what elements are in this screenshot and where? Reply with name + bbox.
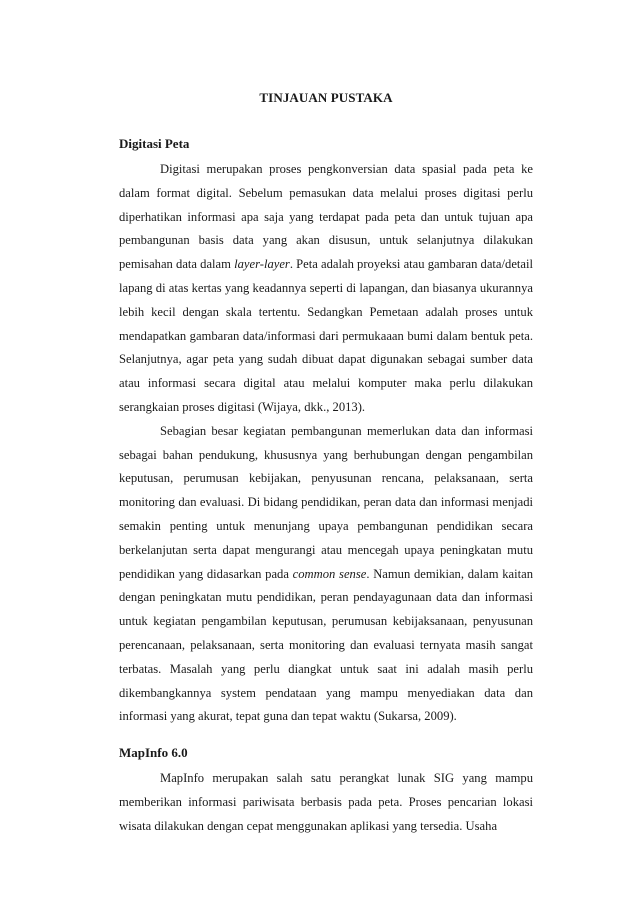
section-spacer [119, 729, 533, 743]
italic-text-run: layer-layer [234, 257, 290, 272]
text-run: Sebagian besar kegiatan pembangunan memerlukan data dan informasi sebagai bahan pendukung, khususnya yang berhubungan dengan pengambilan keputusan, perumusan kebijakan, penyusunan rencana, pelaksanaan, serta monitoring dan evaluasi. Di bidang pendidikan, peran data dan informasi menjadi semakin penting untuk menunjang upaya pembangunan pendidikan secara berkelanjutan serta dapat mengurangi atau mencegah upaya peningkatan mutu pendidikan yang didasarkan pada [119, 423, 533, 581]
text-run: . Namun demikian, dalam kaitan dengan peningkatan mutu pendidikan, peran pendayagunaan data dan informasi untuk kegiatan pengambilan keputusan, perumusan kebijaksanaan, penyusunan perencanaan, pelaksanaan, serta monitoring dan evaluasi ternyata masih sangat terbatas. Masalah yang perlu diangkat untuk saat ini adalah masih perlu dikembangkannya system pendataan yang mampu menyediakan data dan informasi yang akurat, tepat guna dan tepat waktu (Sukarsa, 2009). [119, 566, 533, 724]
section-digitasi-peta [119, 134, 533, 729]
paragraph [119, 420, 533, 729]
document-page [119, 88, 533, 839]
text-run: MapInfo merupakan salah satu perangkat lunak SIG yang mampu memberikan informasi pariwisata berbasis pada peta. Proses pencarian lokasi wisata dilakukan dengan cepat menggunakan aplikasi yang tersedia. Usaha [119, 771, 533, 833]
document-title: TINJAUAN PUSTAKA [259, 90, 393, 105]
paragraph [119, 767, 533, 838]
text-run: Digitasi merupakan proses pengkonversian data spasial pada peta ke dalam format digital. Sebelum pemasukan data melalui proses digitasi perlu diperhatikan informasi apa saja yang terdapat pada peta dan untuk tujuan apa pembangunan basis data yang akan disusun, untuk selanjutnya dilakukan pemisahan data dalam [119, 162, 533, 272]
italic-text-run: common sense [292, 566, 367, 581]
paragraph [119, 158, 533, 420]
text-run: . Peta adalah proyeksi atau gambaran data/detail lapang di atas kertas yang keadannya seperti di lapangan, dan biasanya ukurannya lebih kecil dengan skala tertentu. Sedangkan Pemetaan adalah proses untuk mendapatkan gambaran data/informasi dari permukaaan bumi dalam bentuk peta. Selanjutnya, agar peta yang sudah dibuat dapat digunakan sebagai sumber data atau informasi secara digital atau melalui komputer maka perlu dilakukan serangkaian proses digitasi (Wijaya, dkk., 2013). [119, 257, 533, 414]
section-heading: Digitasi Peta [119, 136, 190, 151]
section-heading: MapInfo 6.0 [119, 745, 188, 761]
section-mapinfo [119, 743, 533, 838]
